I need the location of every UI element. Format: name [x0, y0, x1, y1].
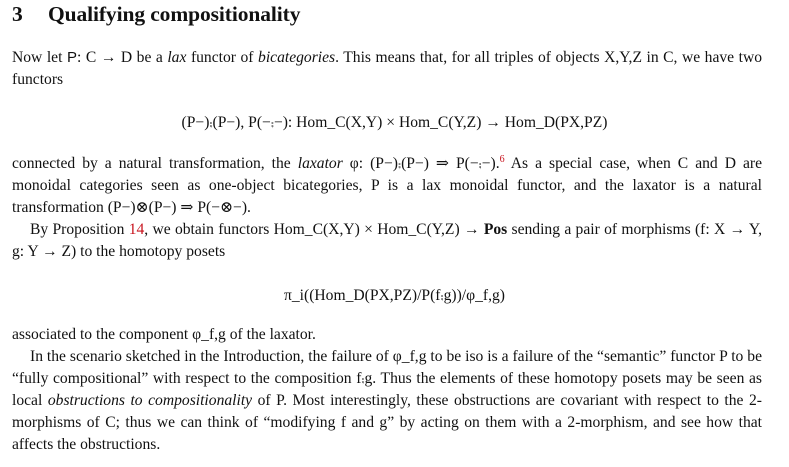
footnote-marker[interactable]: 6	[499, 154, 505, 165]
section-title: Qualifying compositionality	[48, 2, 301, 26]
paragraph-1: Now let P: C → D be a lax functor of bicategories. This means that, for all triples of objects X,Y,Z in C, we have two functors	[12, 49, 763, 88]
paragraph-3: By Proposition 14, we obtain functors Hom_C(X,Y) × Hom_C(Y,Z) → Pos sending a pair of morphisms (f: X → Y, g: Y → Z) to the homotopy posets	[12, 221, 762, 260]
paragraph-4: associated to the component φ_f,g of the laxator.	[12, 326, 316, 343]
proposition-link[interactable]: 14	[128, 221, 145, 238]
section-number: 3	[12, 2, 23, 26]
paragraph-2: connected by a natural transformation, the laxator φ: (P−)⨾(P−) ⇒ P(−⨾−).$^6$ As a special case, when C and D are monoidal categories seen as one-object bicategories, P is a lax monoidal functor, and the laxator is a natural transformation (P−)⊗(P−) ⇒ P(−⊗−).	[12, 154, 762, 216]
equation-functors: (P−)⨾(P−), P(−⨾−): Hom_C(X,Y) × Hom_C(Y,Z) → Hom_D(PX,PZ)	[181, 114, 608, 131]
pos-category: Pos	[483, 221, 508, 238]
section-heading	[12, 2, 300, 27]
paragraph-5: In the scenario sketched in the Introduction, the failure of φ_f,g to be iso is a failure of the “semantic” functor P to be “fully compositional” with respect to the composition f⨾g. Thus the elements of these homotopy posets may be seen as local obstructions to compositionality of P. Most interestingly, these obstructions are covariant with respect to the 2-morphisms of C; thus we can think of “modifying f and g” by acting on them with a 2-morphism, and see how that affects the obstructions.	[12, 348, 762, 453]
equation-homotopy-posets: π_i((Hom_D(PX,PZ)/P(f⨾g))/φ_f,g)	[284, 287, 505, 304]
